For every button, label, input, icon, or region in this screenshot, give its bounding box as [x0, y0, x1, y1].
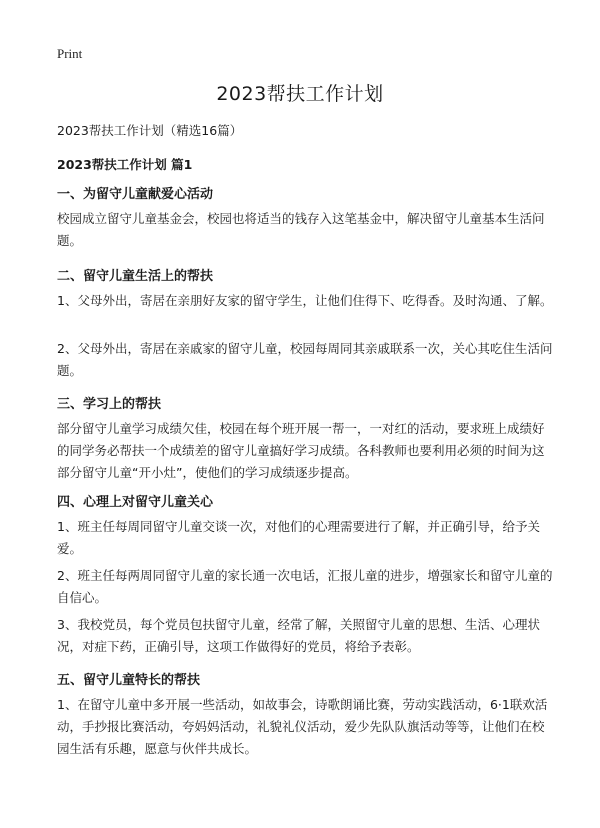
section-heading-1: 一、为留守儿童献爱心活动 [57, 187, 214, 202]
section-heading-2: 二、留守儿童生活上的帮扶 [57, 269, 214, 284]
section-2-paragraph-1: 1、父母外出，寄居在亲朋好友家的留守学生，让他们住得下、吃得香。及时沟通、了解。 [57, 293, 553, 308]
print-link[interactable]: Print [57, 46, 83, 61]
section-4-paragraph-3: 3、我校党员，每个党员包扶留守儿童，经常了解，关照留守儿童的思想、生活、心理状况，对症下药，正确引导，这项工作做得好的党员，将给予表彰。 [57, 617, 540, 654]
section-2-paragraph-2: 2、父母外出，寄居在亲戚家的留守儿童，校园每周同其亲戚联系一次，关心其吃住生活问题。 [57, 341, 553, 378]
document-subtitle: 2023帮扶工作计划（精选16篇） [57, 123, 243, 138]
chapter-heading: 2023帮扶工作计划 篇1 [57, 157, 193, 172]
section-heading-5: 五、留守儿童特长的帮扶 [57, 673, 201, 688]
section-4-paragraph-1: 1、班主任每周同留守儿童交谈一次，对他们的心理需要进行了解，并正确引导，给予关爱。 [57, 519, 540, 556]
section-5-paragraph-1: 1、在留守儿童中多开展一些活动，如故事会，诗歌朗诵比赛，劳动实践活动，6·1联欢活动，手抄报比赛活动，夸妈妈活动，礼貌礼仪活动，爱少先队队旗活动等等，让他们在校园生活有乐趣，愿意与伙伴共成长。 [57, 697, 548, 756]
section-3-paragraph-1: 部分留守儿童学习成绩欠佳，校园在每个班开展一帮一，一对红的活动，要求班上成绩好的同学务必帮扶一个成绩差的留守儿童搞好学习成绩。各科教师也要利用必须的时间为这部分留守儿童“开小灶”，使他们的学习成绩逐步提高。 [57, 421, 545, 480]
section-heading-3: 三、学习上的帮扶 [57, 397, 162, 412]
page-title: 2023帮扶工作计划 [216, 83, 384, 105]
section-heading-4: 四、心理上对留守儿童关心 [57, 495, 214, 510]
section-1-paragraph-1: 校园成立留守儿童基金会，校园也将适当的钱存入这笔基金中，解决留守儿童基本生活问题。 [57, 211, 545, 248]
section-4-paragraph-2: 2、班主任每两周同留守儿童的家长通一次电话，汇报儿童的进步，增强家长和留守儿童的自信心。 [57, 568, 553, 605]
